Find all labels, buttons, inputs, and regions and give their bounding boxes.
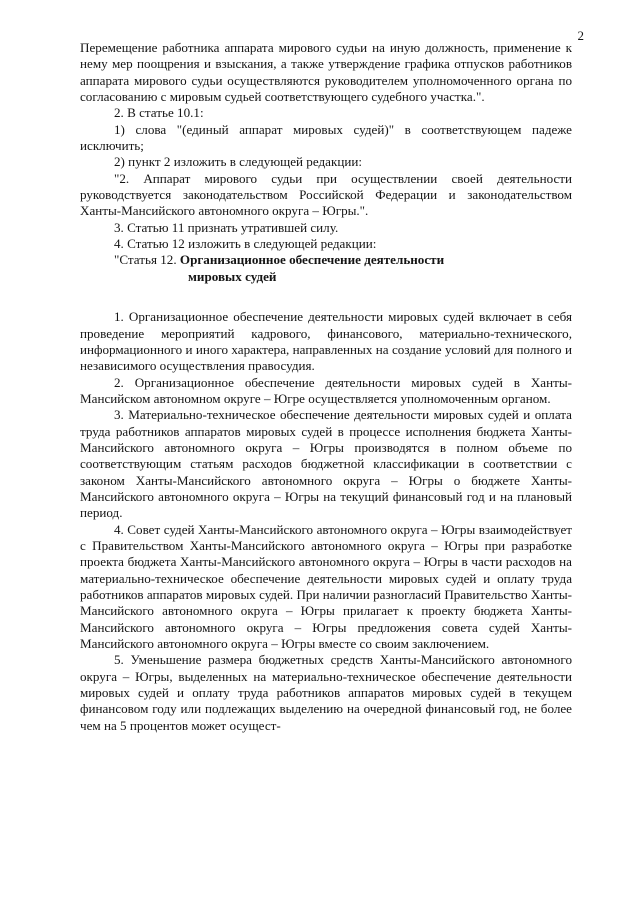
article-heading-title-line1: Организационное обеспечение деятельности [179, 252, 445, 268]
paragraph-item-4: 4. Статью 12 изложить в следующей редакции: [114, 236, 377, 252]
heading-spacing [80, 285, 572, 309]
paragraph-item-3: 3. Статью 11 признать утратившей силу. [114, 219, 339, 235]
paragraph-item-2-2: 2) пункт 2 изложить в следующей редакции: [114, 154, 362, 170]
article-paragraph-5: 5. Уменьшение размера бюджетных средств Ханты-Мансийского автономного округа – Югры, выделенных на материально-техническое обеспечение деятельности мировых судей и оплату труда работников аппаратов мировых судей в текущем финансовом году или подлежащих выделению на очередной финансовый год, не более чем на 5 процентов может осущест- [80, 652, 572, 733]
article-paragraph-3: 3. Материально-техническое обеспечение деятельности мировых судей и оплата труда работников аппаратов мировых судей в процессе исполнения бюджета Ханты-Мансийского автономного округа – Югры производятся в полном объеме по соответствующим статьям расходов бюджетной классификации в соответствии с законом Ханты-Мансийского автономного округа – Югры о бюджете Ханты-Мансийского автономного округа – Югры на текущий финансовый год и на плановый период. [80, 407, 572, 521]
paragraph-intro: Перемещение работника аппарата мирового судьи на иную должность, применение к нему мер поощрения и взыскания, а также утверждение графика отпусков работников аппарата мирового судьи осуществляются руководителем уполномоченного органа по согласованию с мировым судьей соответствующего судебного участка.". [80, 40, 572, 105]
article-heading-title-line2: мировых судей [188, 268, 277, 284]
article-paragraph-4: 4. Совет судей Ханты-Мансийского автономного округа – Югры взаимодействует с Правительством Ханты-Мансийского автономного округа – Югры при разработке проекта бюджета Ханты-Мансийского автономного округа – Югры в части расходов на материально-техническое обеспечение деятельности мировых судей и оплату труда работников аппаратов мировых судей. При наличии разногласий Правительство Ханты-Мансийского автономного округа – Югры прилагает к проекту бюджета Ханты-Мансийского автономного округа – Югры предложения совета судей Ханты-Мансийского автономного округа – Югры вместе со своим заключением. [80, 521, 572, 652]
article-paragraph-1: 1. Организационное обеспечение деятельности мировых судей включает в себя проведение мероприятий кадрового, финансового, материально-технического, информационного и иного характера, направленных на создание условий для полного и независимого осуществления правосудия. [80, 309, 572, 374]
page-number: 2 [577, 28, 584, 43]
article-heading-line1 [80, 252, 572, 268]
article-paragraph-2: 2. Организационное обеспечение деятельности мировых судей в Ханты-Мансийском автономном округе – Югре осуществляется уполномоченным органом. [80, 374, 572, 406]
paragraph-item-2-1: 1) слова "(единый аппарат мировых судей)" в соответствующем падеже исключить; [80, 121, 572, 154]
paragraph-item-2: 2. В статье 10.1: [114, 105, 204, 121]
article-heading [80, 252, 572, 285]
paragraph-quote-2: "2. Аппарат мирового судьи при осуществлении своей деятельности руководствуется законодательством Российской Федерации и законодательством Ханты-Мансийского автономного округа – Югры.". [80, 170, 572, 219]
document-body [80, 40, 572, 734]
article-heading-prefix: "Статья 12. [114, 252, 180, 268]
